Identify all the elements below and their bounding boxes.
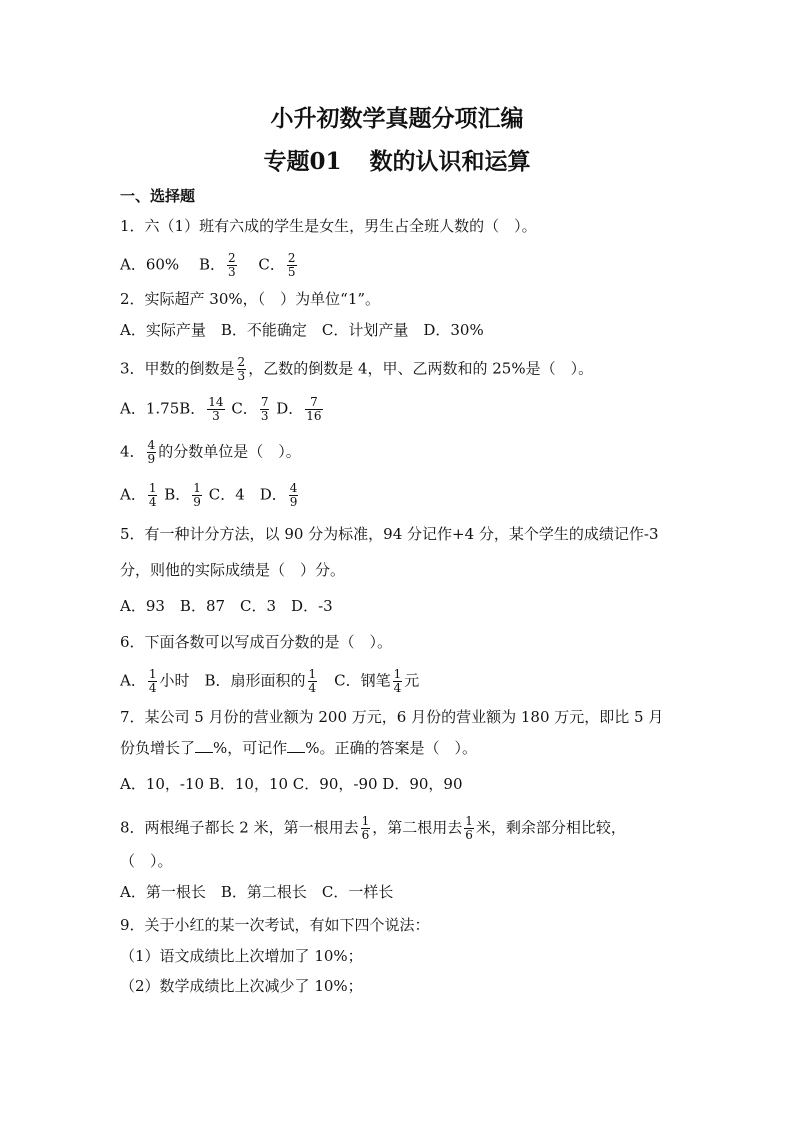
question-3-options: A．1.75B． $\frac{14}{3}$ C． $\frac{7}{3}$ D． $\frac{7}{16}$ bbox=[120, 395, 322, 423]
fraction: $\frac{4}{9}$ bbox=[289, 481, 298, 509]
question-6: 6．下面各数可以写成百分数的是（ ）。 bbox=[120, 633, 393, 651]
question-7-line-1: 7．某公司 5 月份的营业额为 200 万元，6 月份的营业额为 180 万元，即比 5 月 bbox=[120, 708, 664, 726]
fraction: $\frac{1}{4}$ bbox=[148, 667, 157, 695]
answer-blank[interactable] bbox=[287, 738, 305, 753]
question-7-options: A．10，-10 B．10，10 C．90，-90 D．90，90 bbox=[120, 775, 463, 793]
fraction: $\frac{2}{3}$ bbox=[237, 355, 246, 383]
section-heading: 一、选择题 bbox=[120, 187, 196, 205]
question-7-line-2: 份负增长了 %，可记作 %。正确的答案是（ ）。 bbox=[120, 739, 478, 757]
question-3: 3．甲数的倒数是 $\frac{2}{3}$ ，乙数的倒数是 4，甲、乙两数和的 25%是（ ）。 bbox=[120, 355, 594, 383]
question-8-options: A．第一根长 B．第二根长 C．一样长 bbox=[120, 883, 394, 901]
subtitle-number: 01 bbox=[309, 148, 342, 175]
subtitle-prefix: 专题 bbox=[263, 148, 310, 175]
question-2: 2．实际超产 30%，（ ）为单位“1”。 bbox=[120, 290, 381, 308]
question-1: 1．六（1）班有六成的学生是女生，男生占全班人数的（ ）。 bbox=[120, 217, 537, 235]
question-4-options: A． $\frac{1}{4}$ B． $\frac{1}{9}$ C．4 D． $\frac{4}{9}$ bbox=[120, 481, 298, 509]
page-subtitle bbox=[0, 143, 794, 176]
question-6-options: A． $\frac{1}{4}$ 小时 B．扇形面积的 $\frac{1}{4}$ C．钢笔 $\frac{1}{4}$ 元 bbox=[120, 667, 420, 695]
fraction: $\frac{2}{5}$ bbox=[287, 251, 296, 279]
option-b: B． bbox=[198, 255, 225, 274]
question-5-line-1: 5．有一种计分方法，以 90 分为标准，94 分记作+4 分，某个学生的成绩记作-3 bbox=[120, 525, 659, 543]
question-9-statement-1: （1）语文成绩比上次增加了 10%； bbox=[120, 947, 363, 965]
fraction: $\frac{1}{4}$ bbox=[148, 481, 157, 509]
fraction: $\frac{14}{3}$ bbox=[208, 395, 224, 423]
question-9: 9．关于小红的某一次考试，有如下四个说法： bbox=[120, 916, 430, 934]
question-8: 8．两根绳子都长 2 米，第一根用去 $\frac{1}{6}$ ，第二根用去 $\frac{1}{6}$ 米，剩余部分相比较， bbox=[120, 814, 626, 842]
question-8-line-2: （ ）。 bbox=[120, 852, 173, 870]
fraction: $\frac{1}{4}$ bbox=[393, 667, 402, 695]
fraction: $\frac{1}{6}$ bbox=[361, 814, 370, 842]
page-title: 小升初数学真题分项汇编 bbox=[270, 105, 524, 132]
question-4: 4． $\frac{4}{9}$ 的分数单位是（ ）。 bbox=[120, 438, 301, 466]
option-c: C． bbox=[258, 255, 285, 274]
option-a: A．60% bbox=[120, 255, 180, 274]
fraction: $\frac{1}{6}$ bbox=[465, 814, 473, 842]
fraction: $\frac{7}{3}$ bbox=[260, 395, 269, 423]
answer-blank[interactable] bbox=[195, 738, 213, 753]
fraction: $\frac{1}{9}$ bbox=[193, 481, 201, 509]
question-5-options: A．93 B．87 C．3 D．-3 bbox=[120, 597, 333, 615]
fraction: $\frac{4}{9}$ bbox=[147, 438, 156, 466]
question-9-statement-2: （2）数学成绩比上次减少了 10%； bbox=[120, 977, 363, 995]
question-5-line-2: 分，则他的实际成绩是（ ）分。 bbox=[120, 561, 346, 579]
question-2-options: A．实际产量 B．不能确定 C．计划产量 D．30% bbox=[120, 321, 484, 339]
fraction: $\frac{2}{3}$ bbox=[228, 251, 236, 279]
fraction: $\frac{1}{4}$ bbox=[308, 667, 317, 695]
question-1-options bbox=[120, 252, 299, 279]
fraction: $\frac{7}{16}$ bbox=[306, 395, 322, 423]
subtitle-text: 数的认识和运算 bbox=[369, 148, 531, 175]
